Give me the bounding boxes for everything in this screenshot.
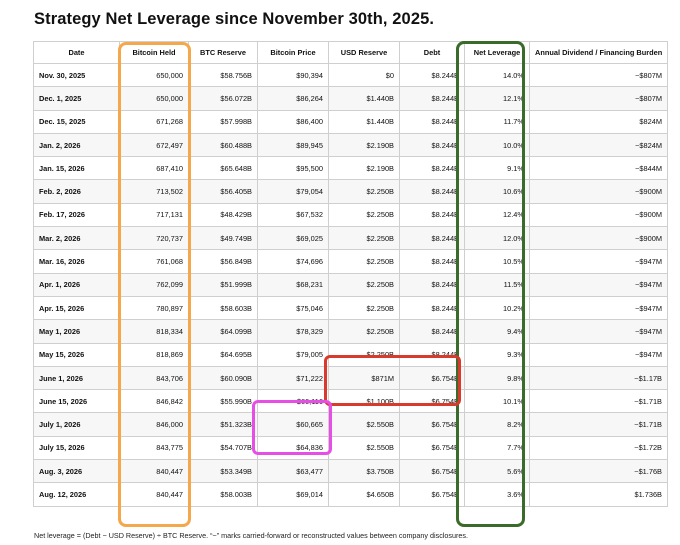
column-header: Bitcoin Price bbox=[258, 42, 329, 64]
value-cell: $1.440B bbox=[329, 110, 400, 133]
date-cell: Apr. 1, 2026 bbox=[34, 273, 120, 296]
value-cell: $1.440B bbox=[329, 87, 400, 110]
value-cell: 10.5% bbox=[465, 250, 530, 273]
value-cell: $58.603B bbox=[189, 296, 258, 319]
value-cell: ~$1.72B bbox=[530, 436, 668, 459]
value-cell: $8.244B bbox=[400, 203, 465, 226]
value-cell: 818,334 bbox=[120, 320, 189, 343]
value-cell: ~$947M bbox=[530, 273, 668, 296]
value-cell: $2.250B bbox=[329, 320, 400, 343]
value-cell: $2.250B bbox=[329, 227, 400, 250]
value-cell: $8.244B bbox=[400, 227, 465, 250]
date-cell: June 15, 2026 bbox=[34, 390, 120, 413]
table-row bbox=[34, 203, 668, 226]
value-cell: $90,394 bbox=[258, 64, 329, 87]
value-cell: 3.6% bbox=[465, 483, 530, 506]
value-cell: $68,231 bbox=[258, 273, 329, 296]
table-header-row bbox=[34, 42, 668, 64]
date-cell: Aug. 12, 2026 bbox=[34, 483, 120, 506]
table-row bbox=[34, 227, 668, 250]
date-cell: July 15, 2026 bbox=[34, 436, 120, 459]
value-cell: $74,696 bbox=[258, 250, 329, 273]
value-cell: ~$900M bbox=[530, 180, 668, 203]
value-cell: ~$947M bbox=[530, 320, 668, 343]
value-cell: $6.754B bbox=[400, 390, 465, 413]
value-cell: $55.990B bbox=[189, 390, 258, 413]
value-cell: $89,945 bbox=[258, 133, 329, 156]
value-cell: $8.244B bbox=[400, 296, 465, 319]
column-header: BTC Reserve bbox=[189, 42, 258, 64]
value-cell: 10.6% bbox=[465, 180, 530, 203]
value-cell: 713,502 bbox=[120, 180, 189, 203]
table-row bbox=[34, 320, 668, 343]
value-cell: 11.5% bbox=[465, 273, 530, 296]
value-cell: $8.244B bbox=[400, 157, 465, 180]
value-cell: 650,000 bbox=[120, 64, 189, 87]
value-cell: $86,264 bbox=[258, 87, 329, 110]
date-cell: Nov. 30, 2025 bbox=[34, 64, 120, 87]
value-cell: 10.2% bbox=[465, 296, 530, 319]
value-cell: 720,737 bbox=[120, 227, 189, 250]
value-cell: $79,005 bbox=[258, 343, 329, 366]
table-row bbox=[34, 343, 668, 366]
value-cell: $8.244B bbox=[400, 133, 465, 156]
value-cell: $57.998B bbox=[189, 110, 258, 133]
table-row bbox=[34, 250, 668, 273]
value-cell: ~$807M bbox=[530, 64, 668, 87]
column-header: Annual Dividend / Financing Burden bbox=[530, 42, 668, 64]
value-cell: $824M bbox=[530, 110, 668, 133]
table-row bbox=[34, 157, 668, 180]
value-cell: $69,025 bbox=[258, 227, 329, 250]
value-cell: $2.190B bbox=[329, 157, 400, 180]
column-header: Debt bbox=[400, 42, 465, 64]
value-cell: 9.4% bbox=[465, 320, 530, 343]
table-row bbox=[34, 390, 668, 413]
date-cell: Jan. 15, 2026 bbox=[34, 157, 120, 180]
value-cell: $8.244B bbox=[400, 273, 465, 296]
date-cell: June 1, 2026 bbox=[34, 366, 120, 389]
value-cell: $1.100B bbox=[329, 390, 400, 413]
value-cell: 12.4% bbox=[465, 203, 530, 226]
value-cell: $60.488B bbox=[189, 133, 258, 156]
column-header: USD Reserve bbox=[329, 42, 400, 64]
value-cell: ~$844M bbox=[530, 157, 668, 180]
value-cell: ~$807M bbox=[530, 87, 668, 110]
value-cell: $8.244B bbox=[400, 250, 465, 273]
value-cell: 14.0% bbox=[465, 64, 530, 87]
value-cell: 11.7% bbox=[465, 110, 530, 133]
value-cell: $60,665 bbox=[258, 413, 329, 436]
value-cell: $2.250B bbox=[329, 296, 400, 319]
leverage-table bbox=[33, 41, 668, 507]
value-cell: 840,447 bbox=[120, 483, 189, 506]
value-cell: 780,897 bbox=[120, 296, 189, 319]
table-row bbox=[34, 366, 668, 389]
date-cell: Aug. 3, 2026 bbox=[34, 460, 120, 483]
value-cell: $8.244B bbox=[400, 64, 465, 87]
value-cell: $64.695B bbox=[189, 343, 258, 366]
value-cell: ~$1.76B bbox=[530, 460, 668, 483]
page-title: Strategy Net Leverage since November 30th, 2025. bbox=[34, 10, 435, 28]
value-cell: $60.090B bbox=[189, 366, 258, 389]
value-cell: $6.754B bbox=[400, 436, 465, 459]
table-row bbox=[34, 413, 668, 436]
value-cell: $58.756B bbox=[189, 64, 258, 87]
value-cell: $8.244B bbox=[400, 87, 465, 110]
footnote: Net leverage = (Debt − USD Reserve) ÷ BTC Reserve. “~” marks carried-forward or reconstructed values between company disclosures. bbox=[34, 531, 468, 540]
date-cell: July 1, 2026 bbox=[34, 413, 120, 436]
value-cell: $2.550B bbox=[329, 436, 400, 459]
value-cell: $95,500 bbox=[258, 157, 329, 180]
value-cell: $2.250B bbox=[329, 343, 400, 366]
table-body bbox=[34, 64, 668, 507]
value-cell: 9.3% bbox=[465, 343, 530, 366]
value-cell: $2.250B bbox=[329, 203, 400, 226]
table-row bbox=[34, 460, 668, 483]
value-cell: $51.999B bbox=[189, 273, 258, 296]
value-cell: $8.244B bbox=[400, 343, 465, 366]
date-cell: Feb. 17, 2026 bbox=[34, 203, 120, 226]
leverage-table-container bbox=[33, 41, 667, 507]
value-cell: $48.429B bbox=[189, 203, 258, 226]
value-cell: $2.250B bbox=[329, 250, 400, 273]
value-cell: $56.849B bbox=[189, 250, 258, 273]
value-cell: 843,775 bbox=[120, 436, 189, 459]
value-cell: $69,014 bbox=[258, 483, 329, 506]
value-cell: $58.003B bbox=[189, 483, 258, 506]
value-cell: $6.754B bbox=[400, 366, 465, 389]
value-cell: 650,000 bbox=[120, 87, 189, 110]
value-cell: $871M bbox=[329, 366, 400, 389]
value-cell: 10.0% bbox=[465, 133, 530, 156]
table-row bbox=[34, 87, 668, 110]
value-cell: ~$824M bbox=[530, 133, 668, 156]
value-cell: $63,477 bbox=[258, 460, 329, 483]
value-cell: $1.736B bbox=[530, 483, 668, 506]
value-cell: ~$1.17B bbox=[530, 366, 668, 389]
value-cell: ~$947M bbox=[530, 296, 668, 319]
value-cell: $8.244B bbox=[400, 110, 465, 133]
value-cell: 818,869 bbox=[120, 343, 189, 366]
date-cell: Feb. 2, 2026 bbox=[34, 180, 120, 203]
value-cell: $71,222 bbox=[258, 366, 329, 389]
value-cell: $2.250B bbox=[329, 273, 400, 296]
value-cell: 840,447 bbox=[120, 460, 189, 483]
column-header: Date bbox=[34, 42, 120, 64]
value-cell: 9.8% bbox=[465, 366, 530, 389]
date-cell: Dec. 1, 2025 bbox=[34, 87, 120, 110]
value-cell: $56.072B bbox=[189, 87, 258, 110]
value-cell: 687,410 bbox=[120, 157, 189, 180]
value-cell: $6.754B bbox=[400, 460, 465, 483]
value-cell: 12.1% bbox=[465, 87, 530, 110]
value-cell: 12.0% bbox=[465, 227, 530, 250]
table-row bbox=[34, 64, 668, 87]
value-cell: 8.2% bbox=[465, 413, 530, 436]
date-cell: Mar. 2, 2026 bbox=[34, 227, 120, 250]
value-cell: 761,068 bbox=[120, 250, 189, 273]
table-row bbox=[34, 483, 668, 506]
value-cell: $51.323B bbox=[189, 413, 258, 436]
table-row bbox=[34, 180, 668, 203]
value-cell: 846,842 bbox=[120, 390, 189, 413]
date-cell: Dec. 15, 2025 bbox=[34, 110, 120, 133]
column-header: Net Leverage bbox=[465, 42, 530, 64]
value-cell: 9.1% bbox=[465, 157, 530, 180]
value-cell: $66,116 bbox=[258, 390, 329, 413]
value-cell: ~$1.71B bbox=[530, 390, 668, 413]
value-cell: ~$1.71B bbox=[530, 413, 668, 436]
value-cell: $67,532 bbox=[258, 203, 329, 226]
table-row bbox=[34, 436, 668, 459]
table-row bbox=[34, 110, 668, 133]
value-cell: ~$900M bbox=[530, 203, 668, 226]
value-cell: 846,000 bbox=[120, 413, 189, 436]
value-cell: 5.6% bbox=[465, 460, 530, 483]
value-cell: 10.1% bbox=[465, 390, 530, 413]
value-cell: 762,099 bbox=[120, 273, 189, 296]
value-cell: ~$900M bbox=[530, 227, 668, 250]
value-cell: $0 bbox=[329, 64, 400, 87]
date-cell: May 1, 2026 bbox=[34, 320, 120, 343]
value-cell: ~$947M bbox=[530, 343, 668, 366]
value-cell: $2.250B bbox=[329, 180, 400, 203]
value-cell: $65.648B bbox=[189, 157, 258, 180]
date-cell: Mar. 16, 2026 bbox=[34, 250, 120, 273]
table-row bbox=[34, 273, 668, 296]
value-cell: $6.754B bbox=[400, 483, 465, 506]
value-cell: $4.650B bbox=[329, 483, 400, 506]
value-cell: ~$947M bbox=[530, 250, 668, 273]
value-cell: 672,497 bbox=[120, 133, 189, 156]
date-cell: Jan. 2, 2026 bbox=[34, 133, 120, 156]
value-cell: $3.750B bbox=[329, 460, 400, 483]
value-cell: 843,706 bbox=[120, 366, 189, 389]
value-cell: $64.099B bbox=[189, 320, 258, 343]
table-row bbox=[34, 133, 668, 156]
value-cell: $75,046 bbox=[258, 296, 329, 319]
value-cell: $78,329 bbox=[258, 320, 329, 343]
date-cell: May 15, 2026 bbox=[34, 343, 120, 366]
value-cell: 671,268 bbox=[120, 110, 189, 133]
value-cell: $54.707B bbox=[189, 436, 258, 459]
value-cell: $49.749B bbox=[189, 227, 258, 250]
value-cell: $56.405B bbox=[189, 180, 258, 203]
value-cell: $86,400 bbox=[258, 110, 329, 133]
date-cell: Apr. 15, 2026 bbox=[34, 296, 120, 319]
column-header: Bitcoin Held bbox=[120, 42, 189, 64]
table-row bbox=[34, 296, 668, 319]
value-cell: $2.550B bbox=[329, 413, 400, 436]
value-cell: $8.244B bbox=[400, 180, 465, 203]
value-cell: $79,054 bbox=[258, 180, 329, 203]
value-cell: $2.190B bbox=[329, 133, 400, 156]
value-cell: $64,836 bbox=[258, 436, 329, 459]
value-cell: $53.349B bbox=[189, 460, 258, 483]
value-cell: 717,131 bbox=[120, 203, 189, 226]
value-cell: $6.754B bbox=[400, 413, 465, 436]
value-cell: 7.7% bbox=[465, 436, 530, 459]
value-cell: $8.244B bbox=[400, 320, 465, 343]
